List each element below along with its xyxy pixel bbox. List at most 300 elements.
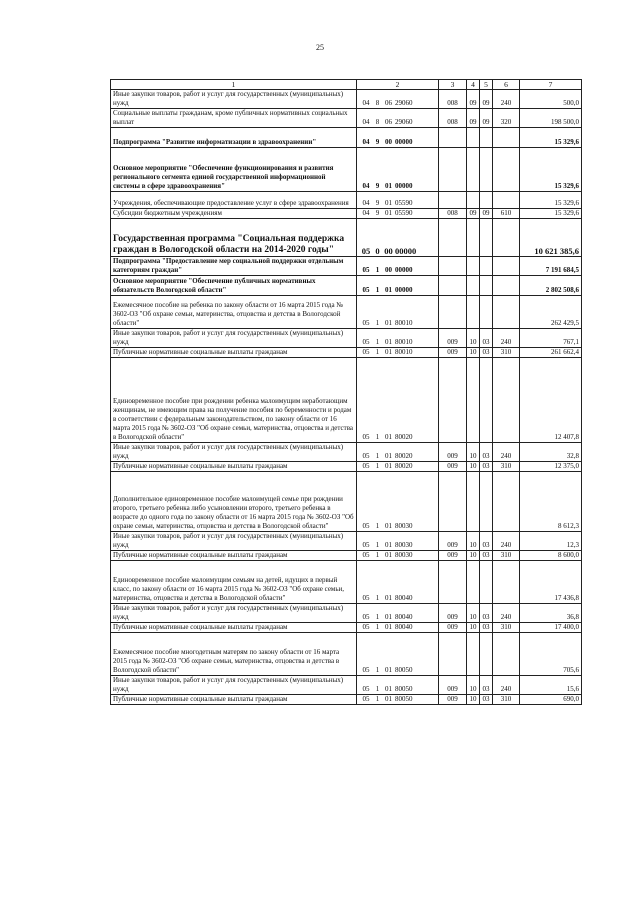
row-ministry-code (439, 296, 467, 329)
code-direction: 05590 (395, 209, 413, 217)
code-activity: 01 (385, 209, 392, 217)
row-subsection-code (480, 276, 493, 296)
row-amount: 690,0 (520, 695, 582, 705)
row-amount: 500,0 (520, 90, 582, 109)
code-activity: 01 (385, 199, 392, 207)
row-amount: 198 500,0 (520, 109, 582, 128)
row-ministry-code (439, 472, 467, 532)
row-amount: 15 329,6 (520, 192, 582, 209)
row-name: Учреждения, обеспечивающие предоставление услуг в сфере здравоохранения (111, 192, 357, 209)
code-direction: 80040 (395, 594, 413, 602)
row-amount: 10 621 385,6 (520, 219, 582, 257)
code-subprogram: 1 (375, 685, 380, 693)
row-subsection-code (480, 219, 493, 257)
code-subprogram: 1 (375, 286, 380, 294)
table-row (111, 257, 582, 276)
code-program: 05 (362, 685, 370, 693)
row-amount: 15 329,6 (520, 148, 582, 192)
row-ministry-code: 009 (439, 551, 467, 561)
row-name: Публичные нормативные социальные выплаты гражданам (111, 462, 357, 472)
table-row (111, 348, 582, 358)
code-activity: 01 (385, 433, 392, 441)
code-direction: 00000 (395, 138, 413, 146)
code-program: 05 (361, 246, 371, 256)
code-activity: 01 (385, 286, 392, 294)
table-row (111, 109, 582, 128)
code-subprogram: 1 (375, 462, 380, 470)
row-target-code (357, 257, 439, 276)
row-section-code: 09 (467, 90, 480, 109)
row-subsection-code: 03 (480, 676, 493, 695)
code-program: 04 (362, 199, 370, 207)
row-target-code (357, 348, 439, 358)
row-amount: 15 329,6 (520, 209, 582, 219)
code-subprogram: 9 (375, 182, 380, 190)
code-direction: 80030 (395, 522, 413, 530)
row-expense-type: 240 (493, 532, 520, 551)
row-target-code (357, 633, 439, 676)
code-activity: 00 (384, 246, 393, 256)
row-section-code: 10 (467, 623, 480, 633)
row-section-code (467, 358, 480, 443)
table-body (111, 90, 582, 705)
row-subsection-code (480, 257, 493, 276)
row-name: Иные закупки товаров, работ и услуг для государственных (муниципальных) нужд (111, 90, 357, 109)
row-expense-type (493, 358, 520, 443)
row-section-code: 10 (467, 551, 480, 561)
row-name: Единовременное пособие при рождении ребенка малоимущим неработающим женщинам, не имеющим права на получение пособия по беременности и родам в соответствии с федеральным законодательством, по закону области от 16 марта 2015 года № 3602-ОЗ "Об охране семьи, материнства, отцовства и детства в Вологодской области" (111, 358, 357, 443)
row-name: Основное мероприятие "Обеспечение публичных нормативных обязательств Вологодской области" (111, 276, 357, 296)
row-ministry-code (439, 276, 467, 296)
row-name: Иные закупки товаров, работ и услуг для государственных (муниципальных) нужд (111, 676, 357, 695)
row-section-code (467, 219, 480, 257)
code-program: 05 (362, 522, 370, 530)
row-expense-type: 310 (493, 551, 520, 561)
row-name: Субсидии бюджетным учреждениям (111, 209, 357, 219)
row-ministry-code (439, 257, 467, 276)
row-target-code (357, 462, 439, 472)
row-target-code (357, 604, 439, 623)
row-section-code (467, 148, 480, 192)
row-ministry-code: 008 (439, 90, 467, 109)
row-name: Публичные нормативные социальные выплаты гражданам (111, 695, 357, 705)
row-expense-type (493, 148, 520, 192)
row-amount: 7 191 684,5 (520, 257, 582, 276)
row-subsection-code (480, 296, 493, 329)
table-row (111, 296, 582, 329)
row-amount: 12,3 (520, 532, 582, 551)
row-ministry-code (439, 148, 467, 192)
code-subprogram: 1 (375, 541, 380, 549)
code-direction: 80050 (395, 685, 413, 693)
table-row (111, 276, 582, 296)
row-amount: 17 400,0 (520, 623, 582, 633)
code-program: 05 (362, 613, 370, 621)
page-number: 25 (316, 43, 324, 52)
row-subsection-code: 03 (480, 551, 493, 561)
code-subprogram: 9 (375, 199, 380, 207)
row-name: Ежемесячное пособие на ребенка по закону области от 16 марта 2015 года № 3602-ОЗ "Об охране семьи, материнства, отцовства и детства в Вологодской области" (111, 296, 357, 329)
row-ministry-code (439, 219, 467, 257)
row-target-code (357, 358, 439, 443)
code-activity: 01 (385, 182, 392, 190)
row-target-code (357, 276, 439, 296)
code-subprogram: 9 (375, 209, 380, 217)
code-subprogram: 1 (375, 551, 380, 559)
row-target-code (357, 209, 439, 219)
row-amount: 12 375,0 (520, 462, 582, 472)
code-program: 05 (362, 666, 370, 674)
row-ministry-code (439, 633, 467, 676)
row-subsection-code: 03 (480, 532, 493, 551)
code-activity: 01 (385, 594, 392, 602)
row-name: Единовременное пособие малоимущим семьям на детей, идущих в первый класс, по закону области от 16 марта 2015 года № 3602-ОЗ "Об охране семьи, материнства, отцовства и детства в Вологодской области" (111, 561, 357, 604)
row-amount: 15,6 (520, 676, 582, 695)
code-direction: 00000 (395, 266, 413, 274)
row-target-code (357, 148, 439, 192)
row-section-code (467, 192, 480, 209)
row-name: Ежемесячное пособие многодетным матерям по закону области от 16 марта 2015 года № 3602-ОЗ "Об охране семьи, материнства, отцовства и детства в Вологодской области" (111, 633, 357, 676)
row-ministry-code: 009 (439, 348, 467, 358)
code-program: 04 (362, 138, 370, 146)
row-target-code (357, 329, 439, 348)
row-name: Подпрограмма "Предоставление мер социальной поддержки отдельным категориям граждан" (111, 257, 357, 276)
code-activity: 01 (385, 348, 392, 356)
code-program: 04 (362, 209, 370, 217)
budget-table (110, 79, 582, 705)
row-ministry-code: 008 (439, 209, 467, 219)
code-direction: 80050 (395, 666, 413, 674)
row-section-code (467, 633, 480, 676)
row-subsection-code: 03 (480, 623, 493, 633)
row-amount: 32,8 (520, 443, 582, 462)
row-target-code (357, 551, 439, 561)
header-col-2: 2 (357, 80, 439, 90)
code-subprogram: 1 (375, 319, 380, 327)
code-activity: 01 (385, 319, 392, 327)
row-expense-type: 240 (493, 676, 520, 695)
row-name: Государственная программа "Социальная поддержка граждан в Вологодской области на 2014-2020 годы" (111, 219, 357, 257)
code-program: 05 (362, 286, 370, 294)
table-row (111, 472, 582, 532)
row-target-code (357, 109, 439, 128)
row-subsection-code: 03 (480, 695, 493, 705)
row-section-code: 10 (467, 462, 480, 472)
code-subprogram: 1 (375, 266, 380, 274)
code-activity: 01 (385, 613, 392, 621)
table-row (111, 219, 582, 257)
row-amount: 17 436,8 (520, 561, 582, 604)
row-expense-type: 610 (493, 209, 520, 219)
code-direction: 80040 (395, 613, 413, 621)
header-col-3: 3 (439, 80, 467, 90)
row-expense-type: 320 (493, 109, 520, 128)
header-col-6: 6 (493, 80, 520, 90)
code-direction: 80040 (395, 623, 413, 631)
code-program: 05 (362, 348, 370, 356)
code-subprogram: 8 (375, 118, 380, 126)
row-section-code: 10 (467, 348, 480, 358)
code-program: 05 (362, 541, 370, 549)
header-col-5: 5 (480, 80, 493, 90)
row-target-code (357, 561, 439, 604)
code-direction: 80020 (395, 433, 413, 441)
code-program: 04 (362, 182, 370, 190)
row-target-code (357, 623, 439, 633)
row-expense-type: 240 (493, 329, 520, 348)
table-row (111, 532, 582, 551)
table-header (111, 80, 582, 90)
code-subprogram: 0 (375, 246, 380, 256)
table-row (111, 604, 582, 623)
header-col-1: 1 (111, 80, 357, 90)
table-row (111, 128, 582, 148)
row-subsection-code (480, 148, 493, 192)
table-row (111, 358, 582, 443)
row-subsection-code: 03 (480, 604, 493, 623)
row-subsection-code (480, 561, 493, 604)
code-direction: 80020 (395, 452, 413, 460)
row-expense-type (493, 257, 520, 276)
row-target-code (357, 90, 439, 109)
row-amount: 15 329,6 (520, 128, 582, 148)
row-target-code (357, 443, 439, 462)
row-subsection-code (480, 472, 493, 532)
row-subsection-code: 03 (480, 462, 493, 472)
code-subprogram: 1 (375, 348, 380, 356)
code-activity: 01 (385, 452, 392, 460)
table-row (111, 148, 582, 192)
table-row (111, 329, 582, 348)
row-name: Публичные нормативные социальные выплаты гражданам (111, 623, 357, 633)
code-activity: 01 (385, 685, 392, 693)
table-row (111, 462, 582, 472)
row-name: Иные закупки товаров, работ и услуг для государственных (муниципальных) нужд (111, 443, 357, 462)
code-direction: 05590 (395, 199, 413, 207)
row-name: Основное мероприятие "Обеспечение функционирования и развития регионального сегмента единой государственной информационной системы в сфере здравоохранения" (111, 148, 357, 192)
code-program: 05 (362, 594, 370, 602)
code-direction: 00000 (395, 182, 413, 190)
header-row (111, 80, 582, 90)
code-direction: 29060 (395, 118, 413, 126)
code-subprogram: 1 (375, 613, 380, 621)
row-name: Подпрограмма "Развитие информатизации в здравоохранении" (111, 128, 357, 148)
row-amount: 705,6 (520, 633, 582, 676)
table-row (111, 192, 582, 209)
row-amount: 12 407,8 (520, 358, 582, 443)
code-subprogram: 1 (375, 522, 380, 530)
row-ministry-code: 008 (439, 109, 467, 128)
row-ministry-code: 009 (439, 532, 467, 551)
row-expense-type (493, 633, 520, 676)
code-activity: 06 (385, 118, 392, 126)
row-target-code (357, 472, 439, 532)
code-direction: 80010 (395, 319, 413, 327)
table-row (111, 695, 582, 705)
row-subsection-code: 09 (480, 90, 493, 109)
table-row (111, 561, 582, 604)
row-amount: 36,8 (520, 604, 582, 623)
code-activity: 00 (385, 266, 392, 274)
row-name: Социальные выплаты гражданам, кроме публичных нормативных социальных выплат (111, 109, 357, 128)
row-subsection-code: 03 (480, 329, 493, 348)
code-subprogram: 1 (375, 452, 380, 460)
row-ministry-code (439, 358, 467, 443)
row-subsection-code (480, 128, 493, 148)
code-program: 04 (362, 99, 370, 107)
table-row (111, 443, 582, 462)
row-expense-type: 310 (493, 462, 520, 472)
code-subprogram: 8 (375, 99, 380, 107)
table-row (111, 633, 582, 676)
row-expense-type: 310 (493, 348, 520, 358)
code-program: 05 (362, 462, 370, 470)
row-expense-type: 310 (493, 623, 520, 633)
row-name: Иные закупки товаров, работ и услуг для государственных (муниципальных) нужд (111, 604, 357, 623)
code-subprogram: 1 (375, 338, 380, 346)
code-subprogram: 1 (375, 666, 380, 674)
row-target-code (357, 128, 439, 148)
row-amount: 8 600,0 (520, 551, 582, 561)
code-direction: 80050 (395, 695, 413, 703)
row-subsection-code: 09 (480, 109, 493, 128)
row-expense-type: 240 (493, 443, 520, 462)
code-direction: 00000 (395, 246, 417, 256)
header-col-4: 4 (467, 80, 480, 90)
row-expense-type (493, 192, 520, 209)
row-amount: 2 802 508,6 (520, 276, 582, 296)
table-row (111, 209, 582, 219)
code-program: 05 (362, 551, 370, 559)
code-activity: 01 (385, 338, 392, 346)
code-subprogram: 1 (375, 433, 380, 441)
row-expense-type (493, 472, 520, 532)
row-expense-type (493, 128, 520, 148)
code-program: 05 (362, 452, 370, 460)
row-section-code: 10 (467, 443, 480, 462)
code-activity: 01 (385, 695, 392, 703)
code-subprogram: 1 (375, 594, 380, 602)
row-ministry-code: 009 (439, 329, 467, 348)
row-name: Иные закупки товаров, работ и услуг для государственных (муниципальных) нужд (111, 329, 357, 348)
row-ministry-code: 009 (439, 604, 467, 623)
row-ministry-code (439, 192, 467, 209)
row-ministry-code: 009 (439, 676, 467, 695)
row-section-code: 09 (467, 209, 480, 219)
row-section-code: 10 (467, 604, 480, 623)
code-program: 04 (362, 118, 370, 126)
row-section-code (467, 276, 480, 296)
code-program: 05 (362, 319, 370, 327)
row-target-code (357, 532, 439, 551)
code-activity: 01 (385, 551, 392, 559)
code-activity: 01 (385, 541, 392, 549)
row-section-code (467, 296, 480, 329)
row-section-code: 10 (467, 532, 480, 551)
code-activity: 00 (385, 138, 392, 146)
row-expense-type: 310 (493, 695, 520, 705)
row-section-code: 10 (467, 695, 480, 705)
code-activity: 06 (385, 99, 392, 107)
row-subsection-code: 09 (480, 209, 493, 219)
code-program: 05 (362, 338, 370, 346)
code-subprogram: 1 (375, 623, 380, 631)
row-amount: 767,1 (520, 329, 582, 348)
row-section-code (467, 472, 480, 532)
row-expense-type (493, 219, 520, 257)
row-ministry-code (439, 561, 467, 604)
code-direction: 80010 (395, 348, 413, 356)
row-section-code (467, 257, 480, 276)
row-subsection-code (480, 633, 493, 676)
code-activity: 01 (385, 462, 392, 470)
row-name: Дополнительное единовременное пособие малоимущей семье при рождении второго, третьего ребенка либо усыновлении второго, третьего ребенка в возрасте до одного года по закону области от 16 марта 2015 года № 3602-ОЗ "Об охране семьи, материнства, отцовства и детства в Вологодской области" (111, 472, 357, 532)
code-direction: 80030 (395, 541, 413, 549)
code-direction: 00000 (395, 286, 413, 294)
code-program: 05 (362, 695, 370, 703)
row-expense-type: 240 (493, 90, 520, 109)
row-name: Публичные нормативные социальные выплаты гражданам (111, 551, 357, 561)
table-row (111, 90, 582, 109)
code-activity: 01 (385, 666, 392, 674)
code-activity: 01 (385, 623, 392, 631)
row-subsection-code (480, 192, 493, 209)
code-program: 05 (362, 266, 370, 274)
row-ministry-code: 009 (439, 623, 467, 633)
row-expense-type (493, 296, 520, 329)
row-target-code (357, 192, 439, 209)
row-ministry-code: 009 (439, 443, 467, 462)
code-direction: 80020 (395, 462, 413, 470)
code-direction: 80030 (395, 551, 413, 559)
row-ministry-code (439, 128, 467, 148)
header-col-7: 7 (520, 80, 582, 90)
row-ministry-code: 009 (439, 695, 467, 705)
table-row (111, 551, 582, 561)
code-subprogram: 1 (375, 695, 380, 703)
row-expense-type (493, 276, 520, 296)
code-direction: 80010 (395, 338, 413, 346)
row-subsection-code: 03 (480, 443, 493, 462)
row-expense-type (493, 561, 520, 604)
row-name: Иные закупки товаров, работ и услуг для государственных (муниципальных) нужд (111, 532, 357, 551)
row-target-code (357, 695, 439, 705)
row-subsection-code (480, 358, 493, 443)
row-amount: 262 429,5 (520, 296, 582, 329)
row-subsection-code: 03 (480, 348, 493, 358)
code-program: 05 (362, 433, 370, 441)
code-program: 05 (362, 623, 370, 631)
row-target-code (357, 296, 439, 329)
row-name: Публичные нормативные социальные выплаты гражданам (111, 348, 357, 358)
row-target-code (357, 676, 439, 695)
code-direction: 29060 (395, 99, 413, 107)
row-ministry-code: 009 (439, 462, 467, 472)
row-target-code (357, 219, 439, 257)
row-section-code: 09 (467, 109, 480, 128)
table-row (111, 623, 582, 633)
row-section-code: 10 (467, 676, 480, 695)
row-amount: 261 662,4 (520, 348, 582, 358)
code-subprogram: 9 (375, 138, 380, 146)
table-row (111, 676, 582, 695)
row-expense-type: 240 (493, 604, 520, 623)
row-amount: 8 612,3 (520, 472, 582, 532)
row-section-code: 10 (467, 329, 480, 348)
row-section-code (467, 561, 480, 604)
code-activity: 01 (385, 522, 392, 530)
row-section-code (467, 128, 480, 148)
